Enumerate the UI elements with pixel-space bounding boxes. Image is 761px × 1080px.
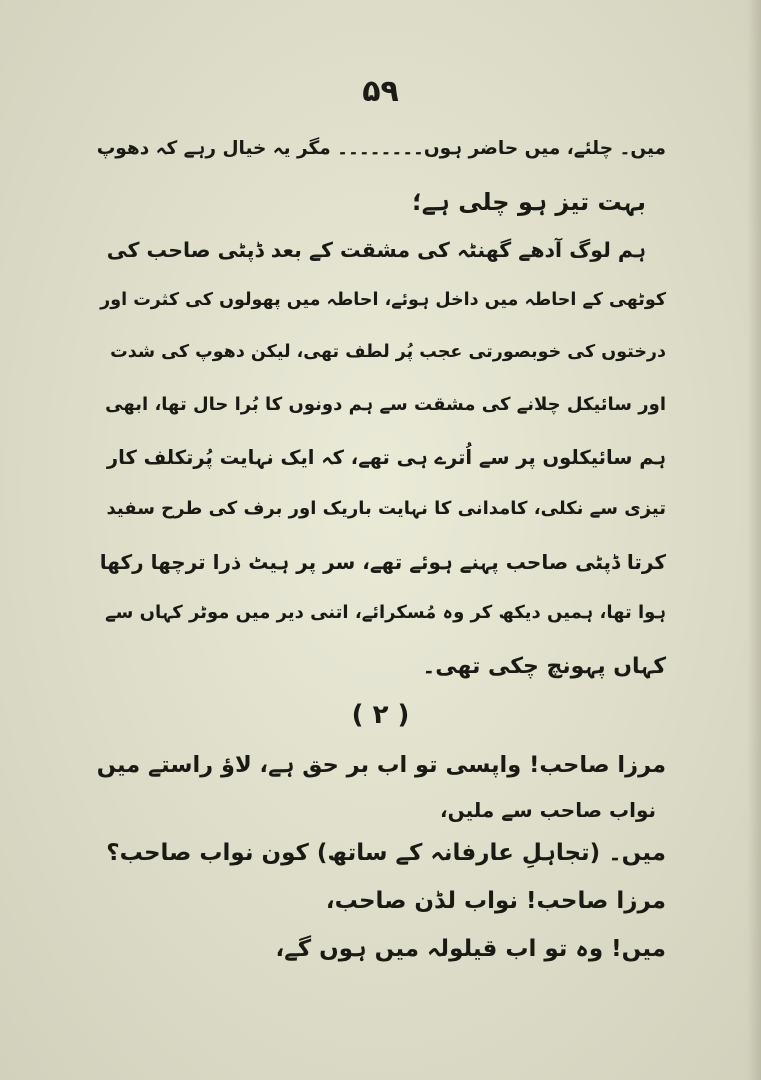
text-line: کرتا ڈپٹی صاحب پہنے ہوئے تھے، سر پر ہیٹ ذرا ترچھا رکھا bbox=[99, 550, 666, 574]
text-line: میں۔ (تجاہلِ عارفانہ کے ساتھ) کون نواب صاحب؟ bbox=[106, 840, 666, 866]
text-line: کہاں پہونچ چکی تھی۔ bbox=[422, 654, 666, 679]
text-line: مرزا صاحب! نواب لڈن صاحب، bbox=[325, 888, 666, 914]
section-heading: ( ۲ ) bbox=[351, 700, 410, 730]
text-line: ہم سائیکلوں پر سے اُترے ہی تھے، کہ ایک نہایت پُرتکلف کار bbox=[106, 446, 666, 469]
paragraph-2 bbox=[96, 238, 666, 688]
text-line: کوٹھی کے احاطہ میں داخل ہوئے، احاطہ میں پھولوں کی کثرت اور bbox=[100, 290, 666, 310]
text-line: بہت تیز ہو چلی ہے؛ bbox=[412, 188, 646, 216]
page-edge-shadow bbox=[747, 0, 761, 1080]
text-line: مرزا صاحب! واپسی تو اب بر حق ہے، لاؤ راستے میں bbox=[96, 752, 666, 778]
text-line: ہم لوگ آدھے گھنٹہ کی مشقت کے بعد ڈپٹی صاحب کی bbox=[106, 238, 646, 262]
text-line: میں! وہ تو اب قیلولہ میں ہوں گے، bbox=[275, 936, 666, 962]
text-line: نواب صاحب سے ملیں، bbox=[439, 798, 656, 822]
paragraph-1 bbox=[96, 138, 666, 238]
text-line: ہوا تھا، ہمیں دیکھ کر وہ مُسکرائے، اتنی دیر میں موٹر کہاں سے bbox=[105, 602, 666, 623]
text-line: تیزی سے نکلی، کامدانی کا نہایت باریک اور برف کی طرح سفید bbox=[106, 498, 666, 519]
dialogue bbox=[86, 752, 666, 1002]
text-line: میں۔ چلئے، میں حاضر ہوں۔۔۔۔۔۔۔۔ مگر یہ خیال رہے کہ دھوپ bbox=[96, 138, 666, 159]
text-line: درختوں کی خوبصورتی عجب پُر لطف تھی، لیکن دھوپ کی شدت bbox=[110, 342, 666, 362]
page-number: ۵۹ bbox=[362, 74, 399, 109]
text-line: اور سائیکل چلانے کی مشقت سے ہم دونوں کا بُرا حال تھا، ابھی bbox=[105, 394, 666, 415]
